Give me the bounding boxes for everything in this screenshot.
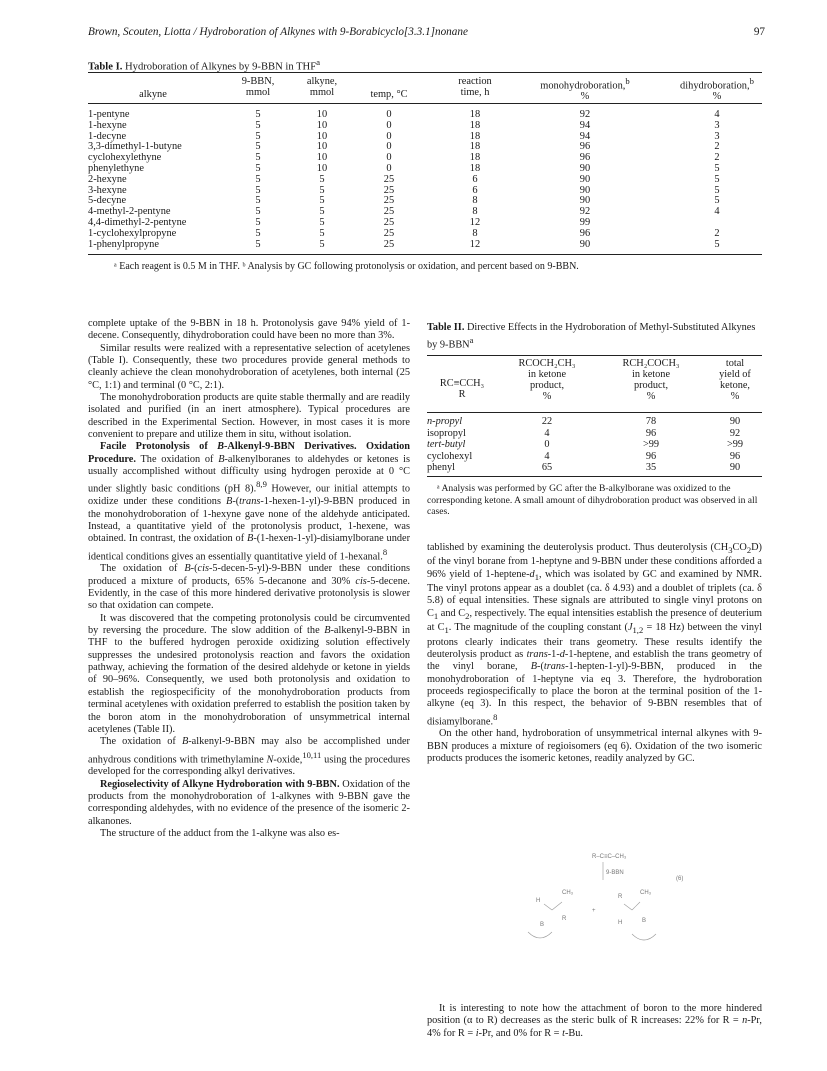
- table-cell-mono: 90: [579, 184, 591, 196]
- table-cell-temp: 0: [386, 141, 392, 153]
- table-cell-temp: 25: [383, 227, 395, 239]
- table-row: [88, 121, 762, 132]
- table-cell-alkyne: 2-hexyne: [88, 173, 127, 185]
- table-cell-di: 4: [714, 109, 720, 120]
- table-row: [88, 164, 762, 175]
- running-header: [88, 26, 765, 42]
- table-cell-bbn: 5: [255, 184, 261, 196]
- table-cell-time: 6: [472, 184, 478, 196]
- table-cell-bbn: 5: [255, 238, 261, 250]
- table-cell-di: 2: [714, 141, 720, 153]
- table-cell-alk: 10: [316, 162, 328, 174]
- table-cell-mono: 99: [579, 216, 591, 228]
- table-cell-k1: 0: [544, 439, 550, 451]
- table-cell-k1: 4: [544, 427, 550, 439]
- table-cell-alk: 10: [316, 109, 328, 120]
- table-cell-time: 12: [469, 238, 481, 250]
- page-number: 97: [753, 26, 765, 38]
- table-cell-alkyne: 1-decyne: [88, 130, 127, 142]
- table-cell-k1: 22: [541, 416, 553, 428]
- table-cell-di: 3: [714, 130, 720, 142]
- table2-caption-text: Directive Effects in the Hydroboration of Methyl-Substituted Alkynes by 9-BBN: [427, 322, 756, 351]
- table-row: [88, 186, 762, 197]
- table-cell-k2: 78: [645, 416, 657, 428]
- table-cell-temp: 0: [386, 109, 392, 120]
- table-cell-alk: 5: [319, 238, 325, 250]
- table-row: [88, 240, 762, 251]
- table-cell-alkyne: 3-hexyne: [88, 184, 127, 196]
- table-cell-bbn: 5: [255, 173, 261, 185]
- table-cell-k1: 65: [541, 461, 553, 473]
- svg-text:H: H: [618, 920, 623, 926]
- table1-caption-sup: a: [316, 57, 321, 67]
- table-cell-time: 18: [469, 162, 481, 174]
- table1-header-mono: monohydroboration,$^b$ %: [540, 76, 630, 103]
- table1-label: Table I.: [88, 61, 123, 73]
- table2-header-k2: RCH₂COCH₃ in ketone product, %: [622, 358, 680, 403]
- table-cell-di: 3: [714, 119, 720, 131]
- table-cell-alk: 10: [316, 130, 328, 142]
- table-cell-di: 2: [714, 227, 720, 239]
- svg-text:CH₃: CH₃: [562, 890, 574, 896]
- svg-text:B: B: [642, 918, 647, 924]
- table1-header-alkyne: alkyne: [139, 89, 167, 100]
- table2-header-k1: RCOCH₂CH₃ in ketone product, %: [518, 358, 576, 403]
- table-cell-bbn: 5: [255, 216, 261, 228]
- table-cell-r: tert-butyl: [427, 439, 466, 451]
- table-cell-mono: 90: [579, 162, 591, 174]
- table1-header-alkyne-mmol: alkyne, mmol: [306, 76, 338, 98]
- table-row: [88, 196, 762, 207]
- table-cell-temp: 25: [383, 206, 395, 218]
- table-cell-alkyne: 3,3-dimethyl-1-butyne: [88, 141, 182, 153]
- table-cell-alk: 5: [319, 206, 325, 218]
- table-cell-mono: 94: [579, 130, 591, 142]
- table-cell-temp: 25: [383, 195, 395, 207]
- table-cell-alkyne: 1-phenylpropyne: [88, 238, 159, 250]
- scheme-eq-label: (6): [676, 876, 684, 882]
- table-cell-time: 8: [472, 227, 478, 239]
- table-cell-alk: 10: [316, 141, 328, 153]
- table1-caption-text: Hydroboration of Alkynes by 9-BBN in THF: [125, 61, 317, 73]
- table-cell-alkyne: 5-decyne: [88, 195, 127, 207]
- table-row: [427, 451, 762, 462]
- table-cell-temp: 25: [383, 238, 395, 250]
- table-cell-di: 4: [714, 206, 720, 218]
- table1-header-bbn: 9-BBN, mmol: [241, 76, 275, 98]
- table-cell-alkyne: 1-pentyne: [88, 109, 130, 120]
- table1-header-time: reaction time, h: [458, 76, 492, 98]
- right-column-text: tablished by examining the deuterolysis product. Thus deuterolysis $(CH_3CO_2D)$ of the vinyl borane from 1-heptyne and 9-BBN under these conditions afforded a 96% yield of $1-heptene-d_1$, which was isolated by GC and examined by NMR. The vinyl protons appear as a doublet (ca. δ 4.93) and a doublet of triplets (ca. δ 5.8) of equal intensities. These signals are attributed to single vinyl protons on $C_1$ and $C_2$, respectively. The equal intensities establish the presence of deuterium at $C_1$. The magnitude of the coupling constant ($J_{1,2} = 18$ Hz) between the vinyl protons clearly indicates their trans geometry. These results identify the deuterolysis product as trans-1-d-1-heptene, and establish the trans geometry of the vinyl borane, B-(trans-1-hepten-1-yl)-9-BBN, produced in the monohydroboration of 1-heptyne via eq 3. Therefore, the hydroboration proceeds regiospecifically to place the boron at the terminal position of the 1-alkyne (eq 3). In this respect, the behavior of 9-BBN resembles that of disiamylborane.$^8$ On the other hand, hydroboration of unsymmetrical internal alkynes with 9-BBN produces a mixture of regioisomers (eq 6). Oxidation of the two isomeric products produces the isomeric ketones, readily analyzed by GC.: [427, 542, 762, 765]
- table-cell-temp: 25: [383, 173, 395, 185]
- table-cell-bbn: 5: [255, 141, 261, 153]
- table-row: [88, 153, 762, 164]
- table-cell-alk: 5: [319, 216, 325, 228]
- table-cell-mono: 92: [579, 206, 591, 218]
- table2: [427, 322, 762, 518]
- table-cell-r: n-propyl: [427, 416, 463, 428]
- table-row: [88, 110, 762, 121]
- svg-text:R: R: [562, 916, 567, 922]
- table1: [88, 72, 762, 272]
- table-cell-time: 18: [469, 152, 481, 164]
- table-cell-temp: 25: [383, 216, 395, 228]
- table-cell-temp: 0: [386, 162, 392, 174]
- table-cell-bbn: 5: [255, 162, 261, 174]
- table-cell-bbn: 5: [255, 152, 261, 164]
- table-cell-di: 5: [714, 184, 720, 196]
- table-cell-bbn: 5: [255, 227, 261, 239]
- table-cell-bbn: 5: [255, 206, 261, 218]
- table1-header: [88, 73, 762, 103]
- table-cell-bbn: 5: [255, 119, 261, 131]
- svg-text:H: H: [536, 898, 541, 904]
- table-cell-temp: 0: [386, 130, 392, 142]
- table-cell-tot: 90: [729, 416, 741, 428]
- table-cell-mono: 92: [579, 109, 591, 120]
- table1-header-temp: temp, °C: [370, 89, 408, 100]
- table-cell-di: 2: [714, 152, 720, 164]
- table-cell-time: 6: [472, 173, 478, 185]
- table2-header: [427, 356, 762, 412]
- table-cell-temp: 0: [386, 152, 392, 164]
- table-cell-bbn: 5: [255, 109, 261, 120]
- table-cell-k2: 96: [645, 427, 657, 439]
- reaction-scheme-eq6: [500, 850, 700, 950]
- table-cell-k2: >99: [642, 439, 660, 451]
- table-cell-temp: 0: [386, 119, 392, 131]
- table-row: [427, 462, 762, 473]
- table-cell-time: 8: [472, 206, 478, 218]
- table-row: [427, 428, 762, 439]
- table-cell-time: 8: [472, 195, 478, 207]
- table-cell-time: 18: [469, 130, 481, 142]
- table-cell-alkyne: 1-hexyne: [88, 119, 127, 131]
- right-column-text-end: It is interesting to note how the attachment of boron to the more hindered position (α to R) decreases as the steric bulk of R increases: 22% for R = n-Pr, 4% for R = i-Pr, and 0% for R = t-Bu.: [427, 1003, 762, 1039]
- table-cell-di: 5: [714, 238, 720, 250]
- table-cell-tot: 90: [729, 461, 741, 473]
- table-cell-time: 18: [469, 141, 481, 153]
- table-cell-temp: 25: [383, 184, 395, 196]
- table-row: [88, 132, 762, 143]
- table1-caption: [88, 57, 320, 73]
- table-row: [427, 416, 762, 427]
- svg-text:CH₃: CH₃: [640, 890, 652, 896]
- table-cell-k1: 4: [544, 450, 550, 462]
- table-cell-tot: 92: [729, 427, 741, 439]
- table-cell-alkyne: 4-methyl-2-pentyne: [88, 206, 171, 218]
- table-cell-tot: >99: [726, 439, 744, 451]
- table2-header-total: total yield of ketone, %: [719, 358, 751, 403]
- table-cell-k2: 35: [645, 461, 657, 473]
- table-cell-k2: 96: [645, 450, 657, 462]
- table-row: [88, 229, 762, 240]
- table-cell-r: isopropyl: [427, 427, 466, 439]
- table2-caption: Table II. Directive Effects in the Hydroboration of Methyl-Substituted Alkynes by 9-BBN$^a$: [427, 322, 756, 351]
- table-cell-time: 18: [469, 109, 481, 120]
- table-cell-time: 12: [469, 216, 481, 228]
- table-cell-mono: 94: [579, 119, 591, 131]
- table1-header-di: dihydroboration,$^b$ %: [680, 76, 754, 103]
- table-row: [427, 439, 762, 450]
- running-title: Brown, Scouten, Liotta / Hydroboration of Alkynes with 9-Borabicyclo[3.3.1]nonane: [88, 26, 468, 38]
- table-cell-alk: 5: [319, 195, 325, 207]
- table-cell-alkyne: phenylethyne: [88, 162, 144, 174]
- table-cell-mono: 90: [579, 173, 591, 185]
- table-cell-mono: 96: [579, 152, 591, 164]
- table-cell-bbn: 5: [255, 130, 261, 142]
- table-cell-di: 5: [714, 162, 720, 174]
- table-cell-alk: 5: [319, 184, 325, 196]
- svg-text:B: B: [540, 922, 545, 928]
- table2-footnote: ᵃ Analysis was performed by GC after the B-alkylborane was oxidized to the corresponding ketone. A small amount of dihydroboration product was observed in all cases.: [427, 483, 758, 518]
- table-row: [88, 142, 762, 153]
- table-cell-alkyne: 4,4-dimethyl-2-pentyne: [88, 216, 187, 228]
- svg-text:R: R: [618, 894, 623, 900]
- table-cell-di: 5: [714, 195, 720, 207]
- table-cell-tot: 96: [729, 450, 741, 462]
- table-cell-mono: 96: [579, 141, 591, 153]
- left-column-text: complete uptake of the 9-BBN in 18 h. Protonolysis gave 94% yield of 1-decene. Consequently, dihydroboration could have been no more than 3%. Similar results were realized with a representative selection of acetylenes (Table I). Consequently, these two procedures provide general methods to cleanly achieve the clean monohydroboration of acetylenes, both internal (25 °C, 1:1) and terminal (0 °C, 2:1). The monohydroboration products are quite stable thermally and are readily isolated and purified (in an inert atmosphere). Typical procedures are described in the Experimental Section. However, in most cases it is more convenient to prepare and utilize them in situ, without isolation. Facile Protonolysis of B-Alkenyl-9-BBN Derivatives. Oxidation Procedure. The oxidation of B-alkenylboranes to aldehydes or ketones is usually accomplished without difficulty using hydrogen peroxide at 0 °C under slightly basic conditions (pH 8).$^{8,9}$ However, our initial attempts to oxidize under these conditions B-(trans-1-hexen-1-yl)-9-BBN produced in the monohydroboration of 1-hexyne gave none of the aldehyde anticipated. Instead, a quantitative yield of the protonolysis product, 1-hexene, was obtained. In contrast, the oxidation of B-(1-hexen-1-yl)-disiamylborane under identical conditions gives an essentially quantitative yield of 1-hexanal.$^8$ The oxidation of B-(cis-5-decen-5-yl)-9-BBN under these conditions produced a mixture of products, 65% 5-decanone and 30% cis-5-decene. Evidently, in the case of this more hindered derivative protonolysis is slower so that oxidation can compete. It was discovered that the competing protonolysis could be circumvented by reversing the procedure. The slow addition of the B-alkenyl-9-BBN in THF to the buffered hydrogen peroxide oxidizing solution effectively suppresses the undesired protonolysis reaction and favors the oxidation pathway, achieving the formation of the desired aldehyde or ketone in yields of 90–96%. Consequently, we used both protonolysis and oxidation to establish the regiospecificity of the monohydroboration products from terminal acetylenes with oxidation preferred to establish the position taken by the boron atom in the monohydroboration of unsymmetrical internal acetylenes (Table II). The oxidation of B-alkenyl-9-BBN may also be accomplished under anhydrous conditions with trimethylamine N-oxide,$^{10,11}$ using the procedures developed for the corresponding alkyl derivatives. Regioselectivity of Alkyne Hydroboration with 9-BBN. Oxidation of the products from the monohydroboration of 1-alkynes with 9-BBN gave the corresponding aldehydes, with no evidence of the presence of the isomeric 2-alkanones. The structure of the adduct from the 1-alkyne was also es-: [88, 318, 411, 840]
- table-cell-time: 18: [469, 119, 481, 131]
- table-cell-alk: 10: [316, 152, 328, 164]
- table2-label: Table II.: [427, 322, 465, 333]
- table-cell-alkyne: cyclohexylethyne: [88, 152, 162, 164]
- table2-header-rc: RC≡CCH₃ R: [439, 378, 485, 401]
- table-cell-alk: 10: [316, 119, 328, 131]
- table1-footnote: ᵃ Each reagent is 0.5 M in THF. ᵇ Analysis by GC following protonolysis or oxidation, and percent based on 9-BBN.: [114, 261, 579, 273]
- table-cell-mono: 90: [579, 195, 591, 207]
- table-cell-di: 5: [714, 173, 720, 185]
- table2-body: [427, 413, 762, 473]
- table-cell-alk: 5: [319, 173, 325, 185]
- table-cell-alk: 5: [319, 227, 325, 239]
- table-cell-alkyne: 1-cyclohexylpropyne: [88, 227, 177, 239]
- table-cell-mono: 96: [579, 227, 591, 239]
- table-cell-r: cyclohexyl: [427, 450, 473, 462]
- table-cell-mono: 90: [579, 238, 591, 250]
- table1-body: [88, 104, 762, 250]
- table-cell-r: phenyl: [427, 461, 456, 473]
- table-row: [88, 207, 762, 218]
- table-row: [88, 218, 762, 229]
- table-cell-bbn: 5: [255, 195, 261, 207]
- table-row: [88, 175, 762, 186]
- scheme-reactant: R–C≡C–CH₃: [592, 854, 627, 860]
- svg-text:+: +: [592, 908, 596, 914]
- scheme-reagent: 9-BBN: [606, 870, 624, 876]
